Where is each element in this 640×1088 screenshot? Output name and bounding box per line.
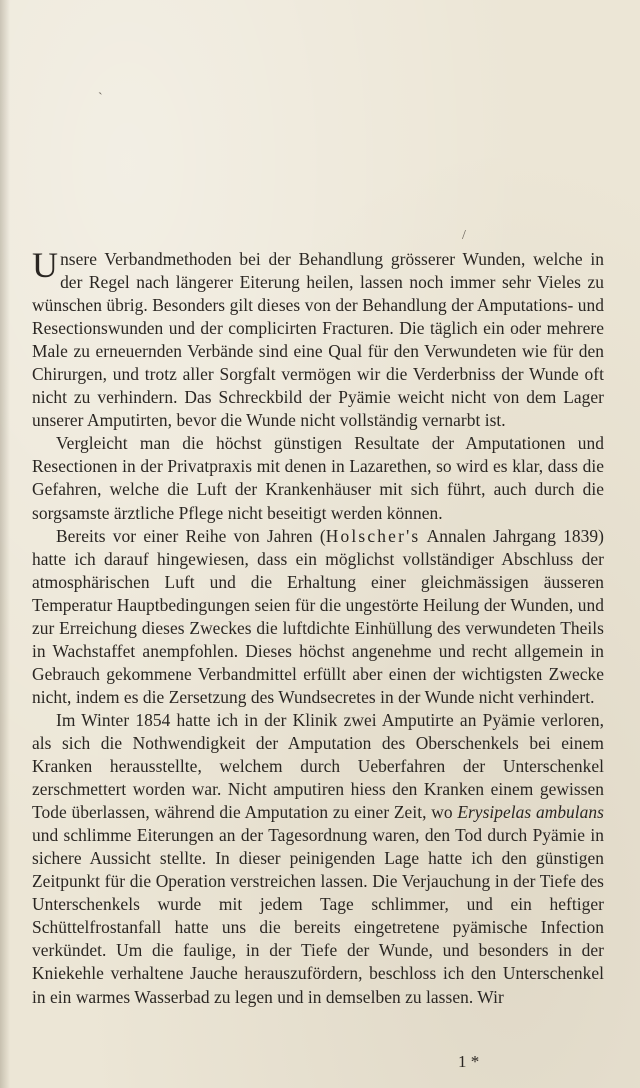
paragraph-4 xyxy=(32,709,604,1009)
paragraph-4-before: Im Winter 1854 hatte ich in der Klinik zwei Amputirte an Pyämie verloren, als sich die Nothwendigkeit der Amputation des Oberschenkels bei einem Kranken herausstellte, welchem durch Ueberfahren der Unterschenkel zerschmettert worden war. Nicht amputiren hiess den Kranken einem gewissen Tode überlassen, während die Amputation zu einer Zeit, wo xyxy=(32,709,604,823)
page-edge-shadow xyxy=(0,0,10,1088)
drop-initial: U xyxy=(32,245,59,285)
stray-mark: ` xyxy=(98,91,103,106)
page-signature: 1 * xyxy=(458,1052,480,1071)
paragraph-1 xyxy=(32,245,604,432)
paragraph-1-text: nsere Verbandmethoden bei der Behandlung grösserer Wunden, welche in der Regel nach längerer Eiterung heilen, lassen noch immer sehr Vieles zu wünschen übrig. Besonders gilt dieses von der Behandlung der Amputations- und Resectionswunden und der complicirten Fracturen. Die täglich ein oder mehrere Male zu erneuernden Verbände sind eine Qual für den Verwundeten wie für den Chirurgen, und trotz aller Sorgfalt vermögen wir die Verderbniss der Wunde oft nicht zu verhindern. Das Schreckbild der Pyämie weicht nicht von dem Lager unserer Amputirten, bevor die Wunde nicht vollständig vernarbt ist. xyxy=(32,249,604,431)
paragraph-3 xyxy=(32,525,604,709)
stray-mark: / xyxy=(462,228,466,243)
italic-term: Erysipelas ambulans xyxy=(457,802,604,823)
paragraph-2: Vergleicht man die höchst günstigen Resultate der Amputationen und Resectionen in der Privatpraxis mit denen in Lazarethen, so wird es klar, dass die Gefahren, welche die Luft der Krankenhäuser mit sich führt, auch durch die sorgsamste ärztliche Pflege nicht beseitigt werden können. xyxy=(32,433,604,523)
paragraph-3-after: Annalen Jahrgang 1839) hatte ich darauf hingewiesen, dass ein möglichst vollständiger Abschluss der atmosphärischen Luft und die Erhaltung einer gleichmässigen äusseren Temperatur Hauptbedingungen seien für die ungestörte Heilung der Wunden, und zur Erreichung dieses Zweckes die luftdichte Einhüllung des verwundeten Theils in Wachstaffet anempfohlen. Dieses höchst angenehme und recht allgemein in Gebrauch gekommene Verbandmittel erfüllt aber einen der wichtigsten Zwecke nicht, indem es die Zersetzung des Wundsecretes in der Wunde nicht verhindert. xyxy=(32,525,604,707)
author-name: Holscher's xyxy=(325,525,421,546)
paragraph-4-after: und schlimme Eiterungen an der Tagesordnung waren, den Tod durch Pyämie in sichere Aussicht stellte. In dieser peinigenden Lage hatte ich den günstigen Zeitpunkt für die Operation verstreichen lassen. Die Verjauchung in der Tiefe des Unterschenkels wurde mit jedem Tage schlimmer, und ein heftiger Schüttelfrostanfall hatte uns die bereits eingetretene pyämische Infection verkündet. Um die faulige, in der Tiefe der Wunde, und besonders in der Kniekehle verhaltene Jauche herauszufördern, beschloss ich den Unterschenkel in ein warmes Wasserbad zu legen und in demselben zu lassen. Wir xyxy=(32,825,604,1007)
body-text xyxy=(32,245,604,1009)
paragraph-3-before: Bereits vor einer Reihe von Jahren ( xyxy=(56,525,326,546)
